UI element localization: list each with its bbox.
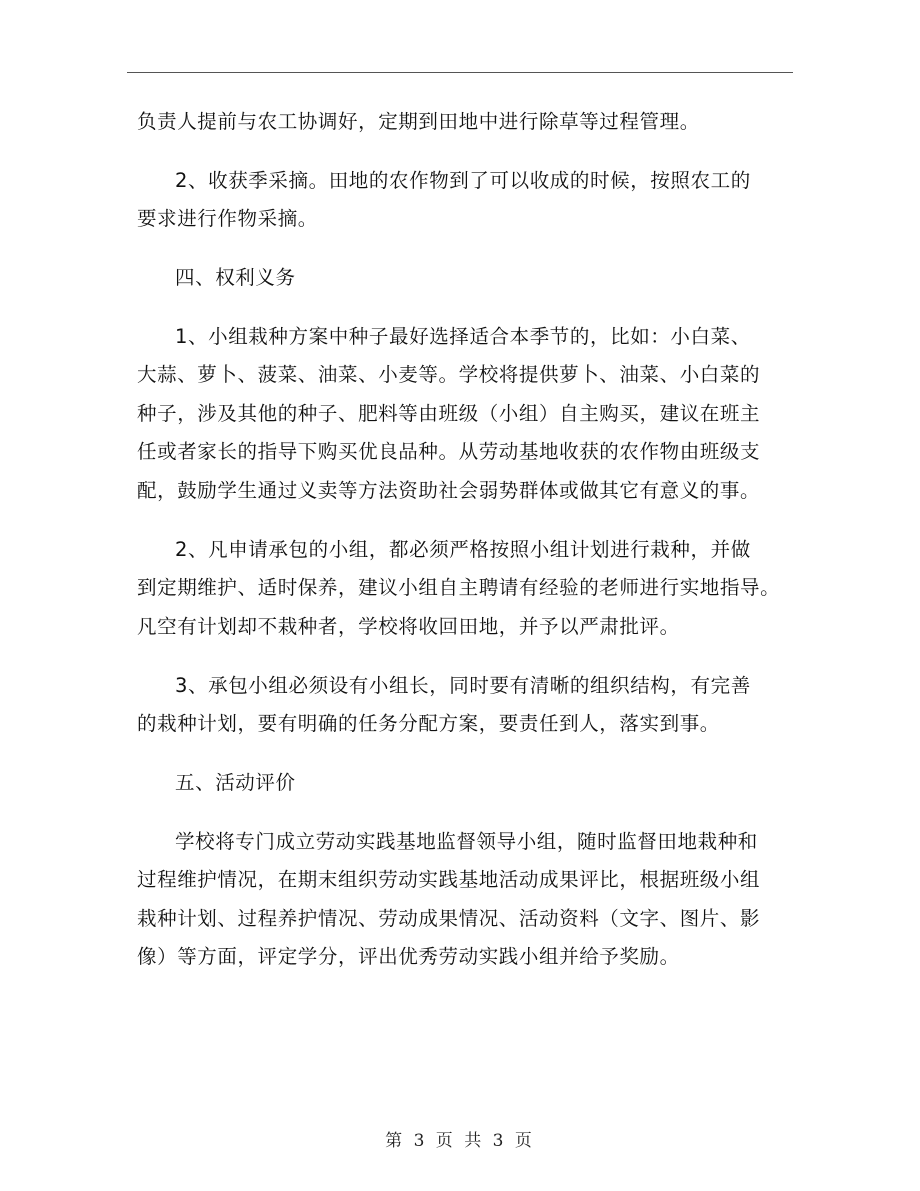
paragraph-line: 大蒜、萝卜、菠菜、油菜、小麦等。学校将提供萝卜、油菜、小白菜的 — [137, 363, 761, 386]
paragraph-line: 栽种计划、过程养护情况、劳动成果情况、活动资料（文字、图片、影 — [137, 907, 761, 930]
paragraph-line: 过程维护情况，在期末组织劳动实践基地活动成果评比，根据班级小组 — [137, 868, 761, 891]
header-divider — [127, 72, 793, 73]
paragraph-line: 要求进行作物采摘。 — [137, 207, 318, 230]
paragraph-line: 学校将专门成立劳动实践基地监督领导小组，随时监督田地栽种和 — [175, 830, 758, 853]
paragraph-line: 3、承包小组必须设有小组长，同时要有清晰的组织结构，有完善 — [175, 674, 751, 697]
paragraph-line: 到定期维护、适时保养，建议小组自主聘请有经验的老师进行实地指导。 — [137, 576, 781, 599]
paragraph-line: 凡空有计划却不栽种者，学校将收回田地，并予以严肃批评。 — [137, 615, 680, 638]
paragraph-line: 1、小组栽种方案中种子最好选择适合本季节的，比如：小白菜、 — [175, 325, 751, 348]
section-heading: 四、权利义务 — [175, 266, 296, 289]
paragraph-line: 种子，涉及其他的种子、肥料等由班级（小组）自主购买，建议在班主 — [137, 402, 761, 425]
paragraph-line: 像）等方面，评定学分，评出优秀劳动实践小组并给予奖励。 — [137, 945, 680, 968]
paragraph-line: 任或者家长的指导下购买优良品种。从劳动基地收获的农作物由班级支 — [137, 440, 761, 463]
paragraph-line: 配，鼓励学生通过义卖等方法资助社会弱势群体或做其它有意义的事。 — [137, 479, 761, 502]
paragraph-line: 2、凡申请承包的小组，都必须严格按照小组计划进行栽种，并做 — [175, 538, 751, 561]
paragraph-line: 的栽种计划，要有明确的任务分配方案，要责任到人，落实到事。 — [137, 712, 720, 735]
paragraph-line: 2、收获季采摘。田地的农作物到了可以收成的时候，按照农工的 — [175, 169, 751, 192]
page-number: 第 3 页 共 3 页 — [385, 1131, 535, 1151]
paragraph-line: 负责人提前与农工协调好，定期到田地中进行除草等过程管理。 — [137, 110, 700, 133]
section-heading: 五、活动评价 — [175, 771, 296, 794]
